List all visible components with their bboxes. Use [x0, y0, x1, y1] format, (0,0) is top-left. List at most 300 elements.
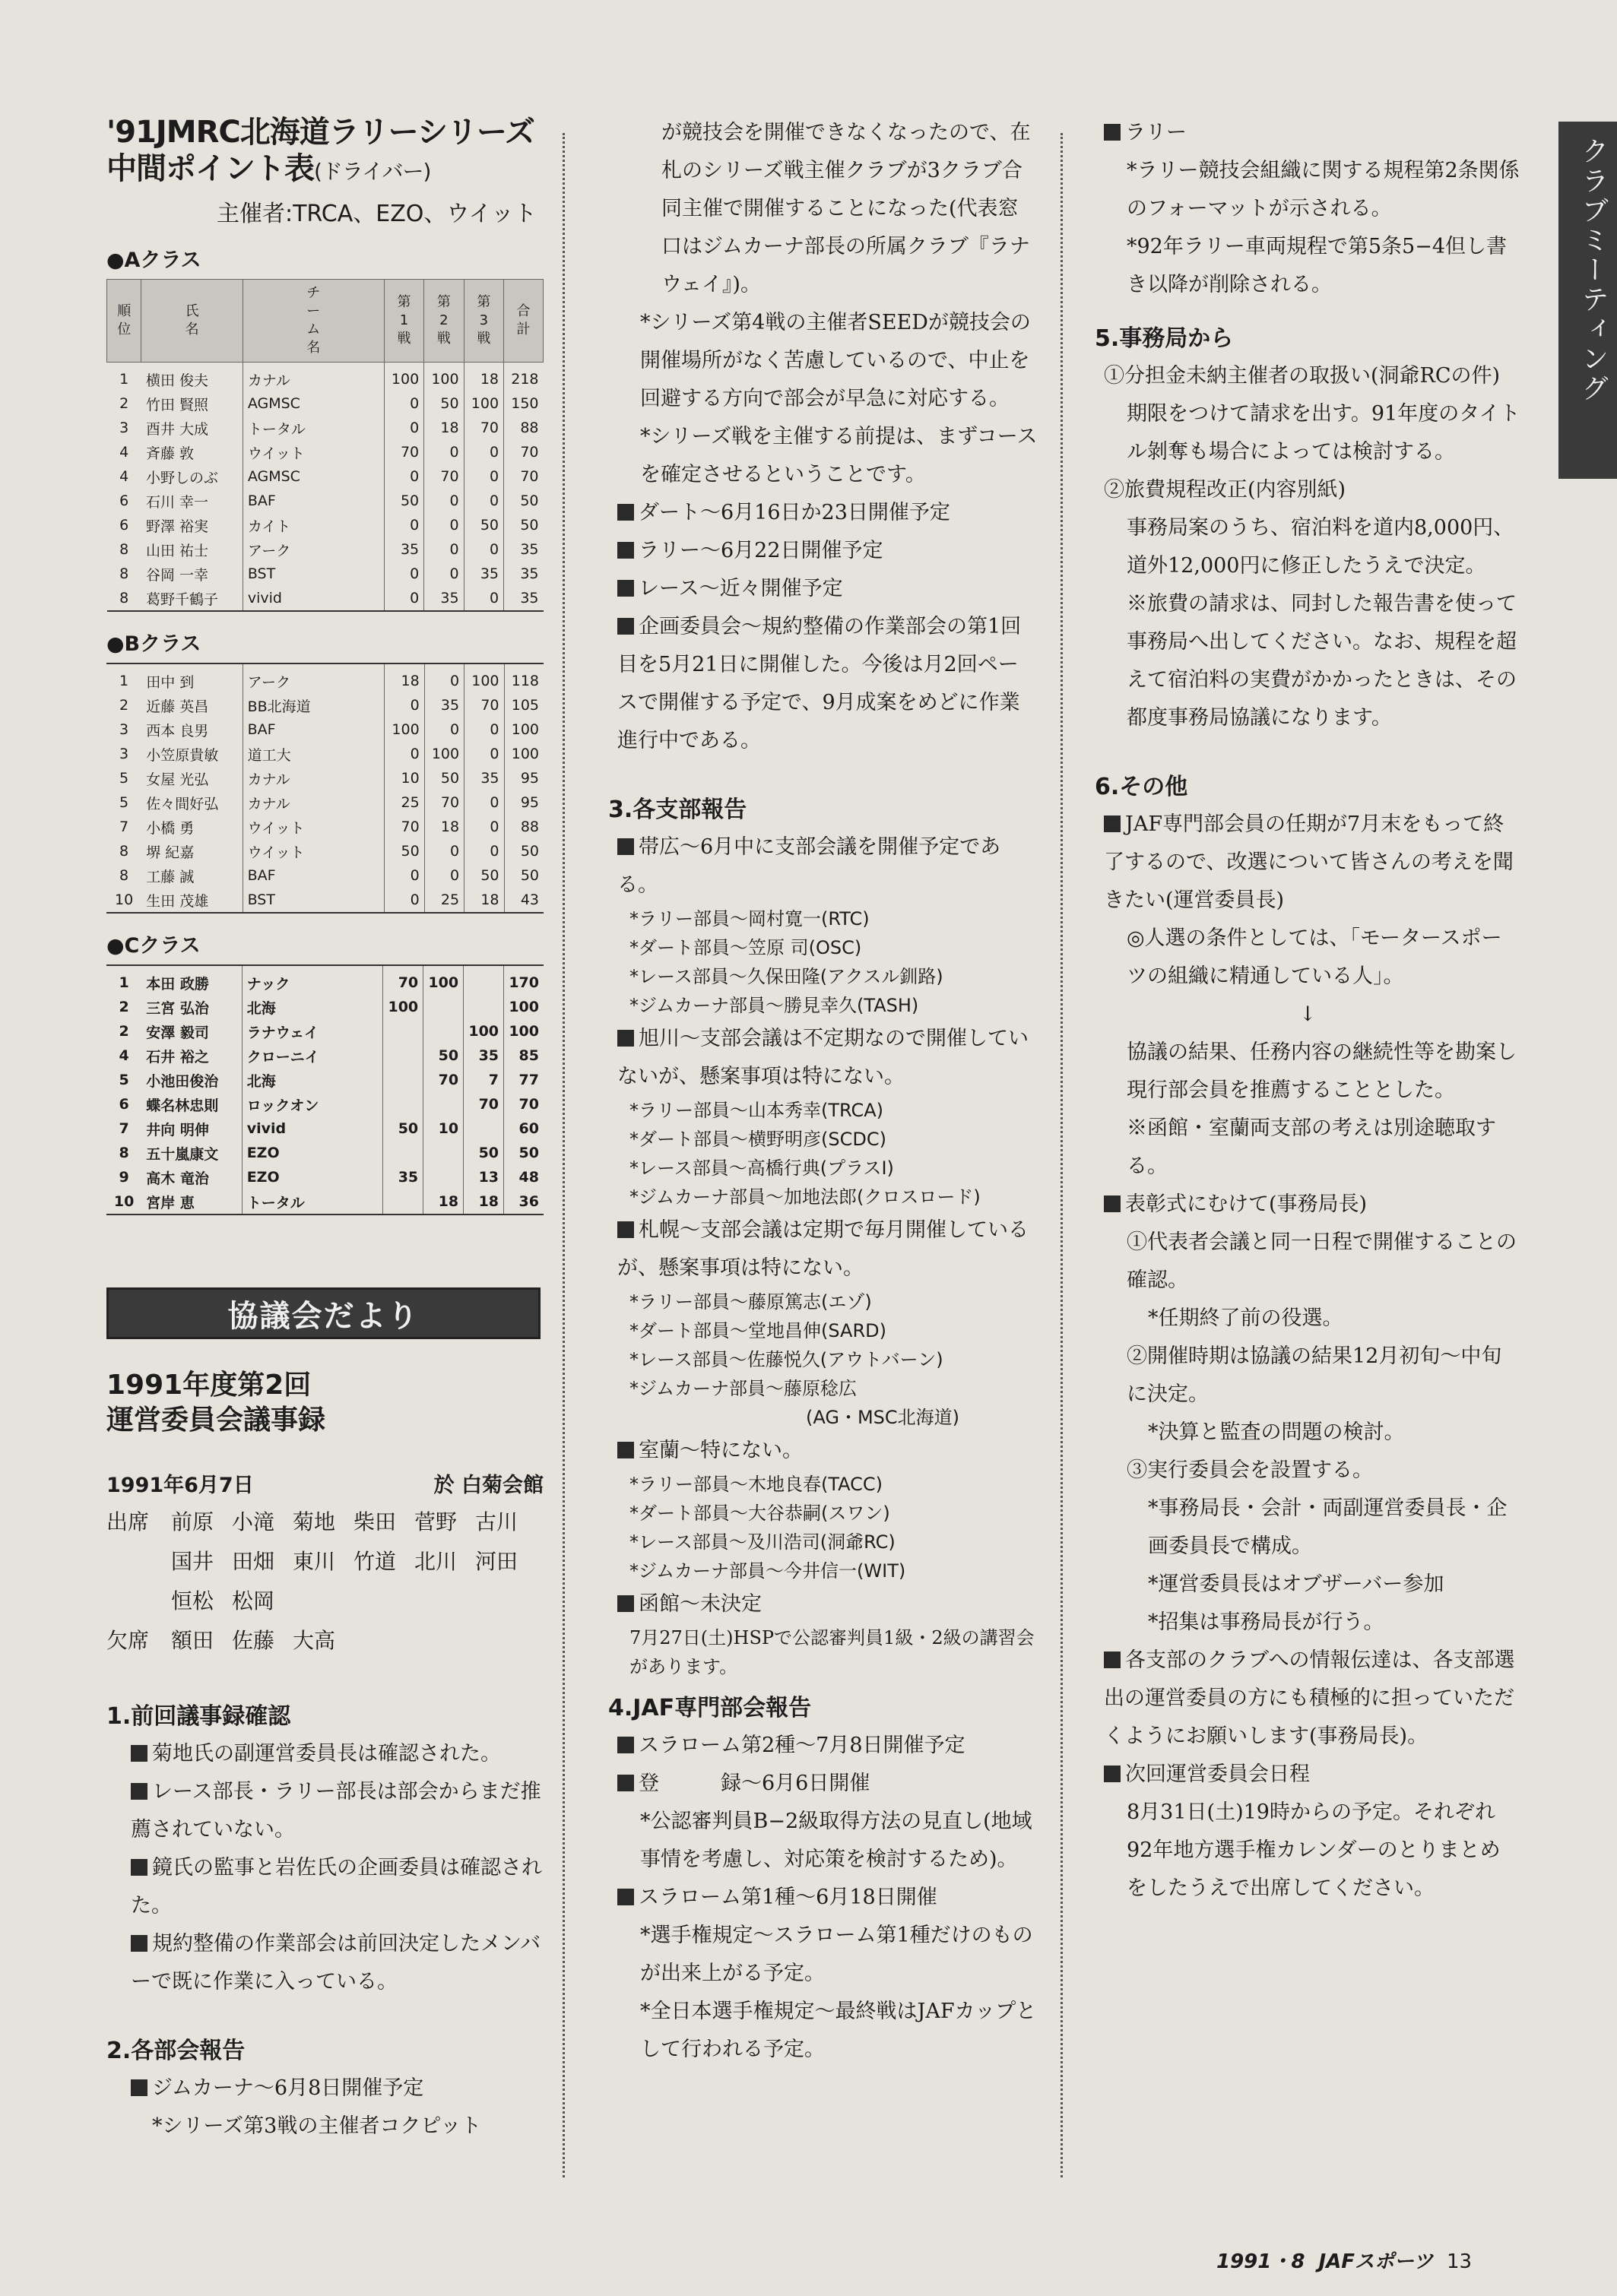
team-cell: カナル: [243, 790, 385, 815]
table-row: [107, 513, 544, 537]
round2-cell: 18: [424, 815, 464, 839]
council-banner: 協議会だより: [106, 1287, 541, 1339]
total-cell: 35: [504, 562, 544, 586]
rank-cell: 3: [119, 721, 129, 738]
issue-date: 1991・8: [1216, 2250, 1305, 2273]
table-row: [107, 586, 544, 611]
table-row: [106, 663, 544, 693]
team-cell: vivid: [243, 586, 384, 611]
round1-cell: 25: [385, 790, 424, 815]
s3-obihiro-text: 帯広〜6月中に支部会議を開催予定である。: [617, 835, 1001, 897]
name-cell: 高木 竜治: [146, 1170, 209, 1187]
s3-asahikawa: [608, 1020, 1038, 1096]
table-row: [107, 489, 544, 513]
absent-label: 欠席: [106, 1628, 150, 1653]
section-1-title: 1.前回議事録確認: [106, 1703, 291, 1730]
round3-cell: 0: [464, 464, 503, 489]
total-cell: 60: [504, 1116, 544, 1141]
name-cell: 西本 良男: [146, 722, 209, 739]
table-header-cell: 氏 名: [141, 280, 243, 363]
round3-cell: 0: [464, 790, 504, 815]
s6-award-3-note1: *事務局長・会計・両副運営委員長・企画委員長で構成。: [1148, 1496, 1508, 1558]
round3-cell: 0: [464, 839, 504, 863]
team-cell: カナル: [243, 766, 385, 790]
attendee-list: [171, 1503, 536, 1621]
table-row: [106, 888, 544, 913]
round3-cell: 0: [464, 586, 503, 611]
name-cell: 竹田 賢照: [145, 396, 208, 413]
section-tab-label: クラブミーティング: [1577, 137, 1609, 404]
team-cell: AGMSC: [243, 391, 384, 416]
bullet-square-icon: [131, 1783, 147, 1800]
total-cell: 85: [504, 1043, 544, 1068]
round3-cell: [464, 995, 504, 1019]
rank-cell: 5: [119, 794, 129, 811]
attendee-name: 北川: [414, 1549, 458, 1574]
rank-cell: 1: [119, 974, 129, 991]
s3-member: *ジムカーナ部員〜藤原稔広: [629, 1378, 858, 1399]
total-cell: 50: [504, 839, 544, 863]
bullet-square-icon: [131, 1745, 147, 1762]
bullet-square-icon: [617, 1775, 634, 1791]
team-cell: カナル: [243, 363, 384, 392]
table-row: [106, 815, 544, 839]
rank-cell: 7: [119, 819, 129, 835]
class-heading: ●Cクラス: [106, 934, 201, 958]
s3-sapporo: [608, 1211, 1038, 1287]
table-row: [106, 790, 544, 815]
name-cell: 横田 俊夫: [145, 372, 208, 389]
round1-cell: [383, 1092, 423, 1116]
total-cell: 88: [504, 815, 544, 839]
s3-member: *ダート部員〜笠原 司(OSC): [629, 937, 862, 958]
name-cell: 谷岡 一幸: [145, 566, 208, 584]
s5-item1: ①分担金未納主催者の取扱い(洞爺RCの件): [1104, 364, 1501, 388]
name-cell: 女屋 光弘: [146, 771, 209, 788]
rank-cell: 4: [119, 468, 129, 485]
column-left: [106, 114, 544, 2146]
total-cell: 218: [504, 363, 544, 392]
team-cell: ナック: [242, 965, 383, 995]
table-header-cell: 第 3 戦: [464, 280, 503, 363]
table-row: [106, 1116, 544, 1141]
round2-cell: 50: [424, 391, 464, 416]
absentee-name: 額田: [171, 1628, 214, 1653]
name-cell: 小野しのぶ: [145, 469, 218, 486]
column-divider: [1061, 133, 1063, 2177]
bullet-square-icon: [131, 2079, 147, 2096]
s6-next-body: 8月31日(土)19時からの予定。それぞれ92年地方選手権カレンダーのとりまとめをしたうえで出席してください。: [1127, 1800, 1501, 1900]
organizer: 主催者:TRCA、EZO、ウイット: [217, 201, 537, 227]
round1-cell: 0: [384, 391, 423, 416]
s3-member: *ダート部員〜大谷恭嗣(スワン): [629, 1503, 890, 1524]
round3-cell: 50: [464, 863, 504, 888]
section-2-title: 2.各部会報告: [106, 2038, 246, 2064]
team-cell: クローニイ: [242, 1043, 383, 1068]
absentee-list: [171, 1621, 536, 1661]
round2-cell: 0: [424, 562, 464, 586]
table-header-cell: 順 位: [107, 280, 141, 363]
total-cell: 36: [504, 1189, 544, 1215]
s4-registration: 登 録〜6月6日開催: [608, 1765, 1038, 1803]
absence: [106, 1621, 544, 1661]
round3-cell: 0: [464, 537, 503, 562]
s6-jaf-result: 協議の結果、任務内容の継続性等を勘案し現行部会員を推薦することとした。: [1127, 1040, 1517, 1102]
s2-gym-note3: *シリーズ戦を主催する前提は、まずコースを確定させるということです。: [640, 425, 1038, 486]
round1-cell: [383, 1141, 423, 1165]
name-cell: 斉藤 敦: [145, 445, 194, 462]
table-row: [106, 1043, 544, 1068]
total-cell: 70: [504, 440, 544, 464]
round3-cell: 0: [464, 815, 504, 839]
round2-cell: 0: [424, 440, 464, 464]
team-cell: vivid: [242, 1116, 383, 1141]
name-cell: 小笠原貴敏: [146, 746, 219, 764]
rank-cell: 8: [119, 565, 129, 582]
round3-cell: 13: [464, 1165, 504, 1189]
rank-cell: 5: [119, 770, 129, 787]
s6-info: 各支部のクラブへの情報伝達は、各支部選出の運営委員の方にも積極的に担っていただくようにお願いします(事務局長)。: [1104, 1648, 1515, 1748]
round1-cell: 0: [385, 742, 424, 766]
rank-cell: 8: [119, 867, 129, 884]
table-row: [106, 1092, 544, 1116]
section-5-title: 5.事務局から: [1095, 325, 1234, 352]
bullet-square-icon: [617, 504, 634, 521]
column-divider: [563, 133, 565, 2177]
bullet-square-icon: [617, 1030, 634, 1047]
bullet-square-icon: [1104, 1766, 1121, 1782]
total-cell: 118: [504, 663, 544, 693]
total-cell: 150: [504, 391, 544, 416]
s3-muroran-text: 室蘭〜特にない。: [639, 1439, 803, 1462]
table-row: [107, 363, 544, 392]
s3-hakodate-note: 7月27日(土)HSPで公認審判員1級・2級の講習会があります。: [629, 1627, 1035, 1677]
ranking-tables: [106, 243, 544, 1215]
attendee-name: 恒松: [171, 1588, 214, 1614]
total-cell: 100: [504, 742, 544, 766]
round1-cell: 35: [384, 537, 423, 562]
team-cell: AGMSC: [243, 464, 384, 489]
bullet-square-icon: [617, 542, 634, 559]
name-cell: 小橋 勇: [146, 819, 195, 837]
s1-item: [106, 1735, 544, 1773]
rank-cell: 3: [119, 746, 129, 762]
s3-member: *ダート部員〜横野明彦(SCDC): [629, 1129, 886, 1150]
total-cell: 35: [504, 586, 544, 611]
ranking-title-line1: '91JMRC北海道ラリーシリーズ: [106, 115, 534, 150]
bullet-square-icon: [617, 1595, 634, 1612]
round1-cell: 50: [384, 489, 423, 513]
table-header-cell: 第 2 戦: [424, 280, 464, 363]
team-cell: アーク: [243, 663, 385, 693]
s3-member: *ジムカーナ部員〜今井信一(WIT): [629, 1560, 906, 1582]
team-cell: BAF: [243, 717, 385, 742]
s3-member-cont: (AG・MSC北海道): [806, 1407, 960, 1428]
bullet-square-icon: [1104, 1196, 1121, 1212]
class-heading: ●Aクラス: [106, 249, 201, 272]
s6-award-3: ③実行委員会を設置する。: [1127, 1458, 1373, 1482]
s3-member: *ダート部員〜堂地昌伸(SARD): [629, 1320, 886, 1341]
s2-dirt: ダート〜6月16日か23日開催予定: [608, 494, 1038, 532]
round3-cell: 18: [464, 363, 503, 392]
s1-item: [106, 1849, 544, 1925]
round2-cell: 0: [424, 537, 464, 562]
round2-cell: 10: [423, 1116, 464, 1141]
s4-rally-note2: *92年ラリー車両規程で第5条5−4但し書き以降が削除される。: [1127, 235, 1508, 296]
s2-gym-note2: *シリーズ第4戦の主催者SEEDが競技会の開催場所がなく苦慮しているので、中止を回避する方向で部会が早急に対応する。: [640, 311, 1031, 410]
round1-cell: 100: [383, 995, 423, 1019]
s4-slalom1-note1: *選手権規定〜スラローム第1種だけのものが出来上がる予定。: [640, 1924, 1033, 1985]
s6-jaf-note: ※函館・室蘭両支部の考えは別途聴取する。: [1127, 1116, 1496, 1178]
name-cell: 野澤 裕実: [145, 518, 208, 535]
table-row: [107, 537, 544, 562]
name-cell: 宮岸 恵: [146, 1194, 195, 1211]
round3-cell: 100: [464, 391, 503, 416]
bullet-square-icon: [617, 1737, 634, 1753]
rank-cell: 8: [119, 1145, 129, 1161]
rank-cell: 2: [119, 999, 129, 1015]
points-table: [106, 964, 544, 1215]
attendee-name: 柴田: [354, 1509, 397, 1534]
rank-cell: 8: [119, 541, 129, 558]
total-cell: 88: [504, 416, 544, 440]
rank-cell: 2: [119, 697, 129, 714]
round1-cell: 18: [385, 663, 424, 693]
rank-cell: 2: [119, 395, 129, 412]
s6-award-1: ①代表者会議と同一日程で開催することの確認。: [1127, 1230, 1517, 1292]
total-cell: 100: [504, 995, 544, 1019]
s3-member: *レース部員〜久保田隆(アクスル釧路): [629, 966, 943, 987]
rank-cell: 4: [119, 444, 129, 461]
bullet-square-icon: [617, 618, 634, 635]
attendee-name: 古川: [475, 1509, 518, 1534]
round2-cell: [423, 1019, 464, 1043]
round3-cell: [464, 965, 504, 995]
meeting-dateline: [106, 1468, 544, 1498]
table-row: [106, 766, 544, 790]
bullet-square-icon: [131, 1935, 147, 1952]
s3-member: *ジムカーナ部員〜加地法郎(クロスロード): [629, 1186, 981, 1208]
section-3-body: [608, 828, 1038, 1681]
s3-asahikawa-text: 旭川〜支部会議は不定期なので開催していないが、懸案事項は特にない。: [617, 1027, 1029, 1088]
round1-cell: 50: [385, 839, 424, 863]
meeting-date: 1991年6月7日: [106, 1474, 254, 1497]
round2-cell: 0: [424, 489, 464, 513]
round2-cell: [423, 1165, 464, 1189]
s5-item2-body: 事務局案のうち、宿泊料を道内8,000円、道外12,000円に修正したうえで決定。: [1127, 516, 1514, 578]
absentee-name: 佐藤: [232, 1628, 275, 1653]
round3-cell: 35: [464, 562, 503, 586]
s6-jaf: JAF専門部会員の任期が7月末をもって終了するので、改選について皆さんの考えを聞きたい(運営委員長): [1104, 812, 1514, 912]
round3-cell: 70: [464, 416, 503, 440]
table-header-cell: 合 計: [504, 280, 544, 363]
team-cell: 道工大: [243, 742, 385, 766]
round1-cell: 0: [384, 416, 423, 440]
team-cell: BST: [243, 888, 385, 913]
table-row: [106, 1165, 544, 1189]
total-cell: 77: [504, 1068, 544, 1092]
s3-member: *レース部員〜高橋行典(プラスⅠ): [629, 1158, 894, 1179]
round1-cell: 35: [383, 1165, 423, 1189]
rank-cell: 1: [119, 673, 129, 689]
total-cell: 100: [504, 717, 544, 742]
round3-cell: 0: [464, 489, 503, 513]
s3-member: *ラリー部員〜岡村寛一(RTC): [629, 908, 870, 929]
round2-cell: [423, 1092, 464, 1116]
round1-cell: 100: [384, 363, 423, 392]
round1-cell: 0: [384, 562, 423, 586]
rank-cell: 4: [119, 1047, 129, 1064]
round3-cell: 70: [464, 693, 504, 717]
round2-cell: [423, 1141, 464, 1165]
team-cell: 北海: [242, 995, 383, 1019]
attendee-name: 竹道: [354, 1549, 397, 1574]
name-cell: 佐々間好弘: [146, 795, 219, 812]
round2-cell: 18: [423, 1189, 464, 1215]
column-middle: [608, 114, 1038, 2069]
ranking-title-line2: 中間ポイント表: [106, 151, 314, 186]
round1-cell: 0: [384, 586, 423, 611]
s3-member: *レース部員〜及川浩司(洞爺RC): [629, 1531, 896, 1553]
round1-cell: [383, 1019, 423, 1043]
s3-sapporo-text: 札幌〜支部会議は定期で毎月開催しているが、懸案事項は特にない。: [617, 1218, 1029, 1280]
total-cell: 35: [504, 537, 544, 562]
s6-jaf-condition: ◎人選の条件としては、「モータースポーツの組織に精通している人」。: [1127, 926, 1502, 988]
attendee-name: 小滝: [232, 1509, 275, 1534]
team-cell: アーク: [243, 537, 384, 562]
round2-cell: 0: [424, 839, 464, 863]
section-tab: [1558, 122, 1617, 479]
s5-item2-note: ※旅費の請求は、同封した報告書を使って事務局へ出してください。なお、規程を超えて宿泊料の実費がかかったときは、その都度事務局協議になります。: [1127, 592, 1517, 730]
total-cell: 50: [504, 513, 544, 537]
team-cell: トータル: [242, 1189, 383, 1215]
round2-cell: [423, 995, 464, 1019]
points-table: [106, 279, 544, 612]
s1-item: [106, 1773, 544, 1849]
total-cell: 170: [504, 965, 544, 995]
team-cell: ウイット: [243, 839, 385, 863]
s3-member: *ラリー部員〜藤原篤志(エゾ): [629, 1291, 872, 1313]
round2-cell: 25: [424, 888, 464, 913]
table-row: [106, 1189, 544, 1215]
name-cell: 三宮 弘治: [146, 999, 209, 1017]
s6-award-2-note: *決算と監査の問題の検討。: [1148, 1420, 1405, 1444]
round2-cell: 70: [424, 790, 464, 815]
name-cell: 石井 裕之: [146, 1048, 209, 1066]
s6-award-1-note: *任期終了前の役選。: [1148, 1306, 1343, 1330]
s3-member: *ジムカーナ部員〜勝見幸久(TASH): [629, 995, 919, 1016]
name-cell: 工藤 誠: [146, 868, 195, 885]
attendee-name: 松岡: [232, 1588, 275, 1614]
bullet-square-icon: [617, 1442, 634, 1458]
total-cell: 95: [504, 766, 544, 790]
round3-cell: [464, 1116, 504, 1141]
column-right: [1095, 114, 1520, 1908]
total-cell: 50: [504, 489, 544, 513]
round2-cell: 0: [424, 863, 464, 888]
s3-member: *ラリー部員〜山本秀幸(TRCA): [629, 1100, 884, 1121]
round3-cell: 0: [464, 742, 504, 766]
rank-cell: 6: [119, 1096, 129, 1113]
attendee-name: 前原: [171, 1509, 214, 1534]
round3-cell: 35: [464, 766, 504, 790]
down-arrow-icon: ↓: [1298, 1002, 1317, 1026]
s1-item-text: レース部長・ラリー部長は部会からまだ推薦されていない。: [131, 1780, 541, 1842]
s2-gym-note1-cont: が競技会を開催できなくなったので、在札のシリーズ戦主催クラブが3クラブ合同主催で開催することになった(代表窓口はジムカーナ部長の所属クラブ『ラナウェイ』)。: [661, 121, 1031, 296]
round1-cell: 70: [383, 965, 423, 995]
s4-rally: ラリー: [1095, 114, 1520, 152]
ranking-title: [106, 114, 544, 190]
s1-item-text: 鏡氏の監事と岩佐氏の企画委員は確認された。: [131, 1856, 542, 1918]
s1-item-text: 規約整備の作業部会は前回決定したメンバーで既に作業に入っている。: [131, 1932, 541, 1994]
team-cell: カイト: [243, 513, 384, 537]
round1-cell: [383, 1189, 423, 1215]
table-row: [106, 1019, 544, 1043]
s1-item: [106, 1925, 544, 2001]
total-cell: 95: [504, 790, 544, 815]
round3-cell: 18: [464, 888, 504, 913]
table-row: [106, 995, 544, 1019]
team-cell: トータル: [243, 416, 384, 440]
name-cell: 葛野千鶴子: [145, 591, 218, 608]
bullet-square-icon: [617, 838, 634, 855]
round2-cell: 100: [423, 965, 464, 995]
team-cell: EZO: [242, 1165, 383, 1189]
rank-cell: 10: [113, 1193, 135, 1210]
team-cell: ウイット: [243, 440, 384, 464]
s2-race: レース〜近々開催予定: [608, 570, 1038, 608]
meeting-venue: 於 白菊会館: [433, 1474, 544, 1497]
rank-cell: 7: [119, 1120, 129, 1137]
round3-cell: 70: [464, 1092, 504, 1116]
section-6-title: 6.その他: [1095, 774, 1188, 800]
rank-cell: 9: [119, 1169, 129, 1186]
table-row: [106, 965, 544, 995]
s2-gymkhana: ジムカーナ〜6月8日開催予定: [106, 2070, 544, 2108]
s4-registration-note: *公認審判員B−2級取得方法の見直し(地域事情を考慮し、対応策を検討するため)。: [640, 1810, 1032, 1871]
table-row: [106, 1141, 544, 1165]
rank-cell: 2: [119, 1023, 129, 1040]
table-header-cell: チ ー ム 名: [243, 280, 384, 363]
table-row: [107, 416, 544, 440]
round2-cell: 35: [424, 693, 464, 717]
rank-cell: 8: [119, 843, 129, 860]
points-table: [106, 663, 544, 914]
s3-member: *ラリー部員〜木地良春(TACC): [629, 1474, 883, 1495]
round2-cell: 100: [424, 363, 464, 392]
round1-cell: 0: [384, 513, 423, 537]
name-cell: 石川 幸一: [145, 493, 208, 511]
attendee-name: 東川: [293, 1549, 336, 1574]
round1-cell: [383, 1043, 423, 1068]
attendee-name: 菅野: [414, 1509, 458, 1534]
s2-rally: ラリー〜6月22日開催予定: [608, 532, 1038, 570]
bullet-square-icon: [1104, 124, 1121, 141]
round3-cell: 7: [464, 1068, 504, 1092]
round2-cell: 70: [424, 464, 464, 489]
s6-next: 次回運営委員会日程: [1095, 1756, 1520, 1794]
round1-cell: 70: [384, 440, 423, 464]
s6-award-2: ②開催時期は協議の結果12月初旬〜中旬に決定。: [1127, 1344, 1502, 1406]
table-row: [106, 693, 544, 717]
ranking-title-suffix: (ドライバー): [314, 159, 431, 184]
bullet-square-icon: [617, 1889, 634, 1905]
name-cell: 安澤 毅司: [146, 1024, 209, 1041]
table-row: [107, 464, 544, 489]
round1-cell: 0: [385, 888, 424, 913]
round2-cell: 50: [423, 1043, 464, 1068]
team-cell: BB北海道: [243, 693, 385, 717]
